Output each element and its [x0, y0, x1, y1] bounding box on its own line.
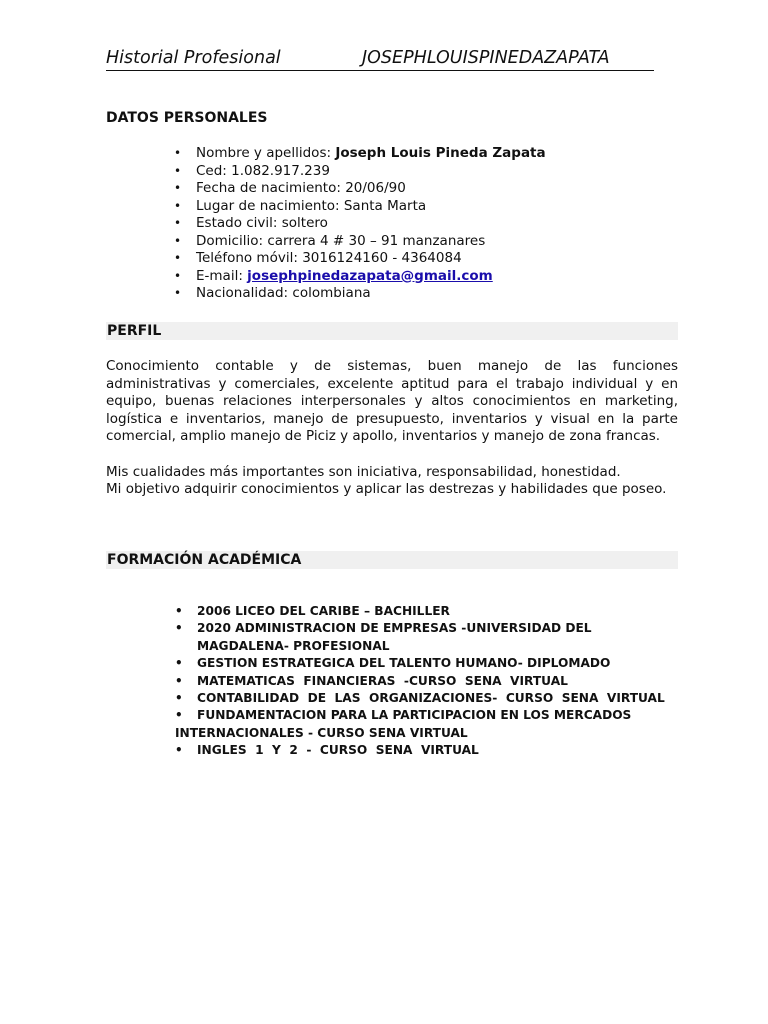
bullet-icon: •: [174, 233, 182, 248]
bullet-icon: •: [174, 146, 182, 160]
field-label: Domicilio:: [196, 232, 268, 249]
list-item: [175, 742, 665, 759]
header-title: Historial Profesional: [106, 48, 281, 68]
bullet-icon: •: [174, 198, 182, 213]
civil-status: soltero: [281, 215, 328, 231]
bullet-icon: •: [174, 216, 182, 230]
bullet-icon: •: [174, 251, 182, 265]
profile-text: [106, 358, 678, 499]
education-entry: INGLES 1 Y 2 - CURSO SENA VIRTUAL: [197, 743, 479, 758]
full-name: Joseph Louis Pineda Zapata: [335, 145, 546, 161]
list-item: [175, 690, 665, 707]
list-item: [174, 285, 546, 303]
birth-date: 20/06/90: [345, 180, 406, 196]
academic-heading-bar: [106, 551, 678, 569]
field-label: Nombre y apellidos:: [196, 145, 336, 161]
bullet-icon: •: [174, 181, 182, 195]
education-entry-continuation: INTERNACIONALES - CURSO SENA VIRTUAL: [175, 725, 468, 740]
bullet-icon: •: [175, 708, 183, 723]
nationality: colombiana: [292, 285, 371, 301]
qualities-paragraph: Mis cualidades más importantes son iniciativa, responsabilidad, honestidad.: [106, 463, 621, 480]
field-label: Nacionalidad:: [196, 285, 293, 301]
education-entry: 2020 ADMINISTRACION DE EMPRESAS -UNIVERSIDAD DEL MAGDALENA- PROFESIONAL: [197, 621, 592, 653]
list-item: [174, 250, 546, 268]
profile-heading-bar: [106, 322, 678, 340]
academic-list: [175, 603, 665, 760]
list-item-continuation: [175, 725, 665, 742]
list-item: [175, 673, 665, 690]
academic-heading: FORMACIÓN ACADÉMICA: [107, 552, 302, 568]
field-label: E-mail:: [196, 267, 248, 284]
id-number: 1.082.917.239: [231, 162, 330, 179]
field-label: Estado civil:: [196, 215, 282, 231]
list-item: [175, 603, 665, 620]
profile-heading: PERFIL: [107, 323, 162, 339]
list-item: [174, 267, 546, 286]
bullet-icon: •: [174, 268, 182, 283]
list-item: [174, 197, 546, 216]
field-label: Fecha de nacimiento:: [196, 180, 346, 196]
education-entry: GESTION ESTRATEGICA DEL TALENTO HUMANO- DIPLOMADO: [197, 656, 611, 671]
list-item: [174, 145, 546, 163]
list-item: [174, 232, 546, 251]
bullet-icon: •: [175, 743, 183, 758]
bullet-icon: •: [175, 621, 183, 636]
profile-paragraph: Conocimiento contable y de sistemas, buen manejo de las funciones administrativas y comerciales, excelente aptitud para el trabajo individual y en equipo, buenas relaciones interpersonales y altos conocimientos en marketing, logística e inventarios, manejo de presupuesto, inventarios y visual en la parte comercial, amplio manejo de Piciz y apollo, inventarios y manejo de zona francas.: [106, 358, 678, 445]
bullet-icon: •: [175, 656, 183, 671]
list-item: [174, 162, 546, 181]
list-item: [174, 215, 546, 233]
education-entry: CONTABILIDAD DE LAS ORGANIZACIONES- CURSO SENA VIRTUAL: [197, 691, 665, 706]
personal-data-heading: DATOS PERSONALES: [106, 110, 268, 126]
bullet-icon: •: [175, 604, 183, 618]
birth-place: Santa Marta: [343, 197, 427, 214]
list-item: [174, 180, 546, 198]
phone-numbers: 3016124160 - 4364084: [302, 250, 462, 266]
list-item: [175, 620, 597, 655]
document-header: [106, 46, 654, 71]
education-entry: MATEMATICAS FINANCIERAS -CURSO SENA VIRTUAL: [197, 673, 568, 688]
header-name: JOSEPHLOUISPINEDAZAPATA: [362, 48, 610, 68]
email-link[interactable]: josephpinedazapata@gmail.com: [247, 267, 493, 284]
list-item: [175, 655, 665, 672]
field-label: Ced:: [196, 162, 232, 179]
list-item: [175, 707, 665, 724]
objective-paragraph: Mi objetivo adquirir conocimientos y aplicar las destrezas y habilidades que poseo.: [106, 481, 667, 498]
field-label: Teléfono móvil:: [196, 250, 303, 266]
bullet-icon: •: [174, 286, 182, 300]
bullet-icon: •: [175, 691, 183, 706]
personal-data-list: [174, 145, 546, 303]
field-label: Lugar de nacimiento:: [196, 197, 344, 214]
address: carrera 4 # 30 – 91 manzanares: [267, 232, 486, 249]
bullet-icon: •: [174, 163, 182, 178]
education-entry: 2006 LICEO DEL CARIBE – BACHILLER: [197, 604, 450, 618]
education-entry: FUNDAMENTACION PARA LA PARTICIPACION EN LOS MERCADOS: [197, 708, 632, 723]
bullet-icon: •: [175, 673, 183, 688]
